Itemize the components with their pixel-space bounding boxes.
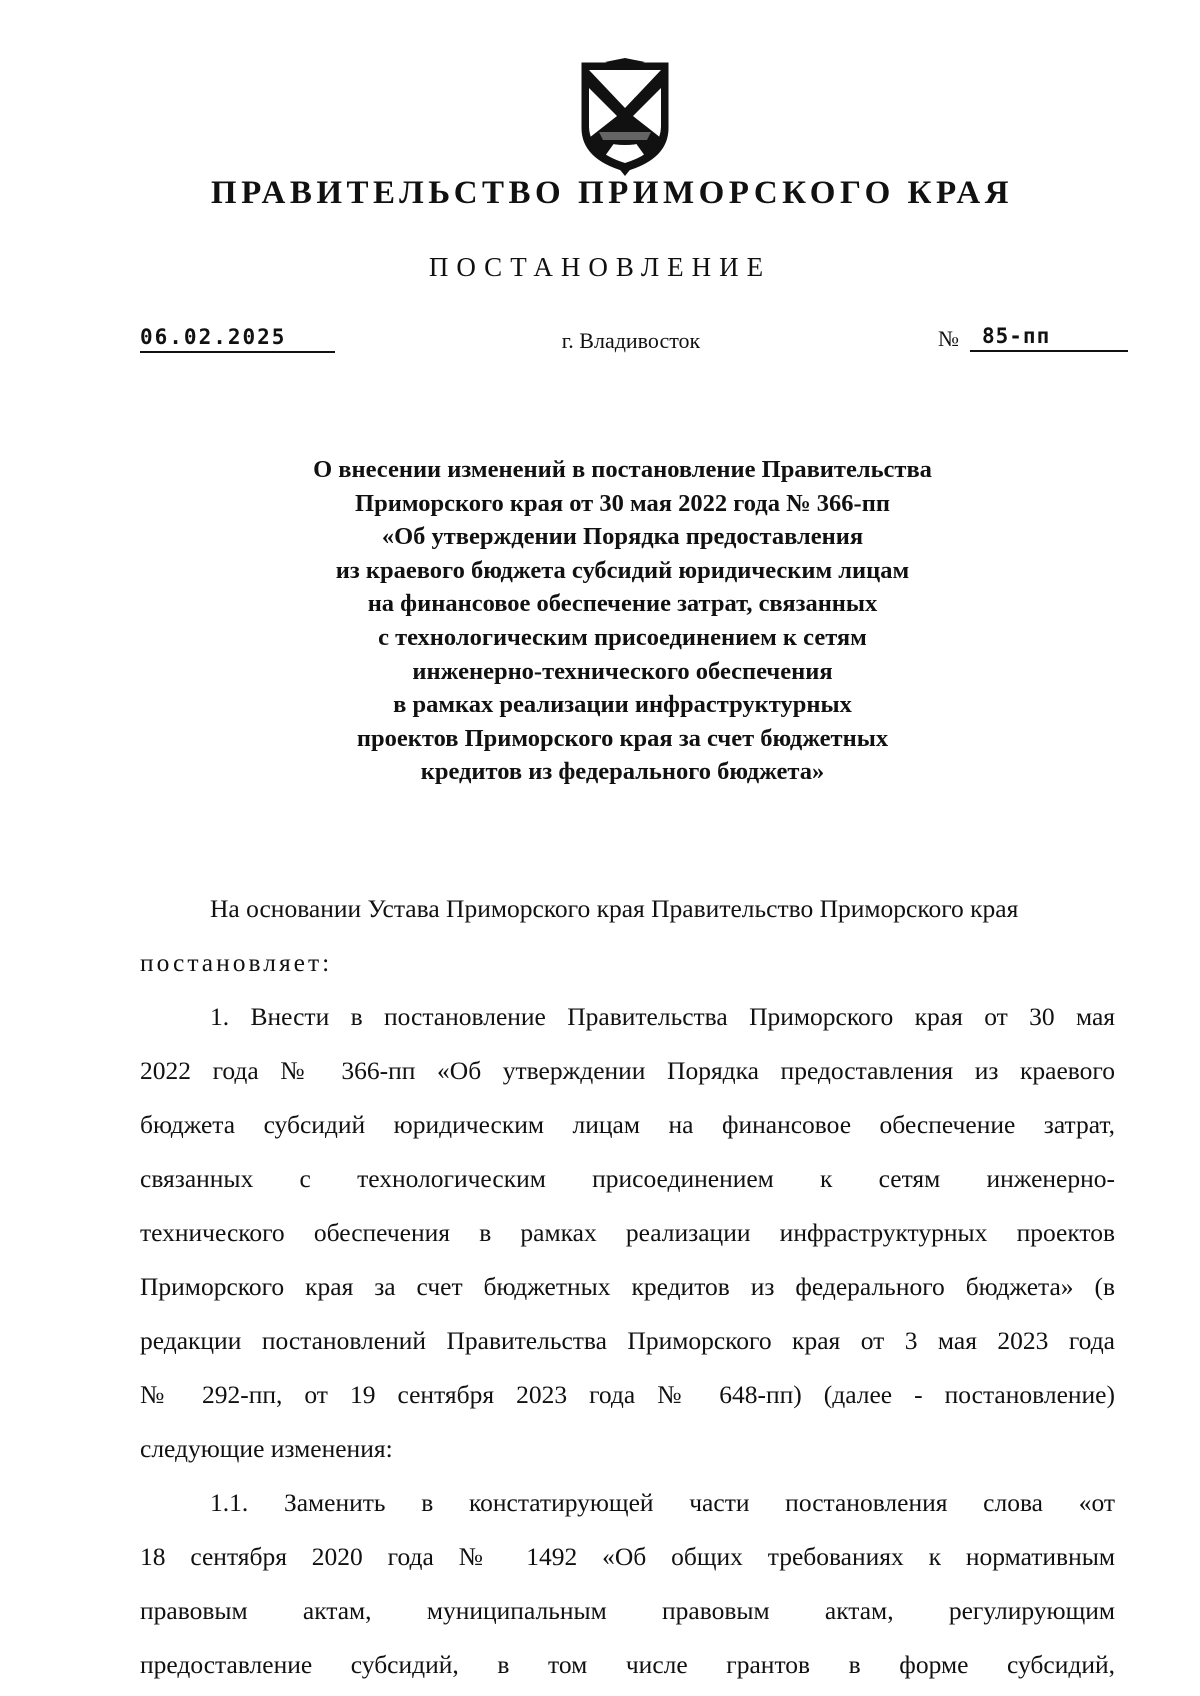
item-1-line: 1. Внести в постановление Правительства Приморского края от 30 мая bbox=[210, 1002, 1115, 1031]
heading-line: О внесении изменений в постановление Правительства bbox=[313, 456, 932, 483]
preamble-paragraph bbox=[140, 882, 1115, 990]
heading-line: инженерно-технического обеспечения bbox=[412, 657, 833, 685]
heading-line: кредитов из федерального бюджета» bbox=[420, 758, 825, 786]
heading-line: проектов Приморского края за счет бюджетных bbox=[356, 724, 889, 752]
document-heading bbox=[200, 453, 1045, 789]
resolves-word: постановляет: bbox=[140, 948, 333, 977]
item-1-line: 2022 года № 366-пп «Об утверждении Порядка предоставления из краевого bbox=[140, 1056, 1115, 1085]
heading-line: с технологическим присоединением к сетям bbox=[378, 623, 867, 651]
number-sign: № bbox=[938, 326, 959, 351]
item-1-line: Приморского края за счет бюджетных кредитов из федерального бюджета» (в bbox=[140, 1272, 1115, 1301]
heading-line: на финансовое обеспечение затрат, связанных bbox=[367, 590, 878, 618]
document-city: г. Владивосток bbox=[561, 328, 701, 353]
item-1-1-line: 18 сентября 2020 года № 1492 «Об общих требованиях к нормативным bbox=[140, 1542, 1115, 1571]
item-1-line: технического обеспечения в рамках реализации инфраструктурных проектов bbox=[140, 1218, 1115, 1247]
item-1-1-line: 1.1. Заменить в констатирующей части постановления слова «от bbox=[210, 1488, 1115, 1517]
item-1-line: бюджета субсидий юридическим лицам на финансовое обеспечение затрат, bbox=[140, 1110, 1115, 1139]
item-1-line: № 292-пп, от 19 сентября 2023 года № 648-пп) (далее - постановление) bbox=[140, 1380, 1115, 1409]
document-number: 85-пп bbox=[970, 324, 1128, 352]
coat-of-arms-icon bbox=[575, 58, 675, 176]
heading-line: Приморского края от 30 мая 2022 года № 366-пп bbox=[355, 489, 890, 517]
item-1-line: следующие изменения: bbox=[140, 1434, 393, 1463]
preamble-line: На основании Устава Приморского края Правительство Приморского края bbox=[210, 894, 1019, 923]
government-title: ПРАВИТЕЛЬСТВО ПРИМОРСКОГО КРАЯ bbox=[210, 175, 1014, 211]
item-1-line: связанных с технологическим присоединением к сетям инженерно- bbox=[140, 1164, 1115, 1193]
document-number-field bbox=[938, 324, 1118, 354]
item-1-1-line: правовым актам, муниципальным правовым актам, регулирующим bbox=[140, 1596, 1115, 1625]
item-1-1-line: предоставление субсидий, в том числе грантов в форме субсидий, bbox=[140, 1650, 1115, 1679]
document-date: 06.02.2025 bbox=[140, 325, 335, 353]
heading-line: «Об утверждении Порядка предоставления bbox=[381, 523, 864, 551]
heading-line: из краевого бюджета субсидий юридическим лицам bbox=[335, 556, 910, 584]
heading-line: в рамках реализации инфраструктурных bbox=[393, 691, 852, 719]
item-1-paragraph bbox=[140, 990, 1115, 1476]
document-type: ПОСТАНОВЛЕНИЕ bbox=[428, 252, 772, 282]
item-1-line: редакции постановлений Правительства Приморского края от 3 мая 2023 года bbox=[140, 1326, 1115, 1355]
document-body bbox=[140, 882, 1115, 1692]
item-1-1-paragraph bbox=[140, 1476, 1115, 1692]
